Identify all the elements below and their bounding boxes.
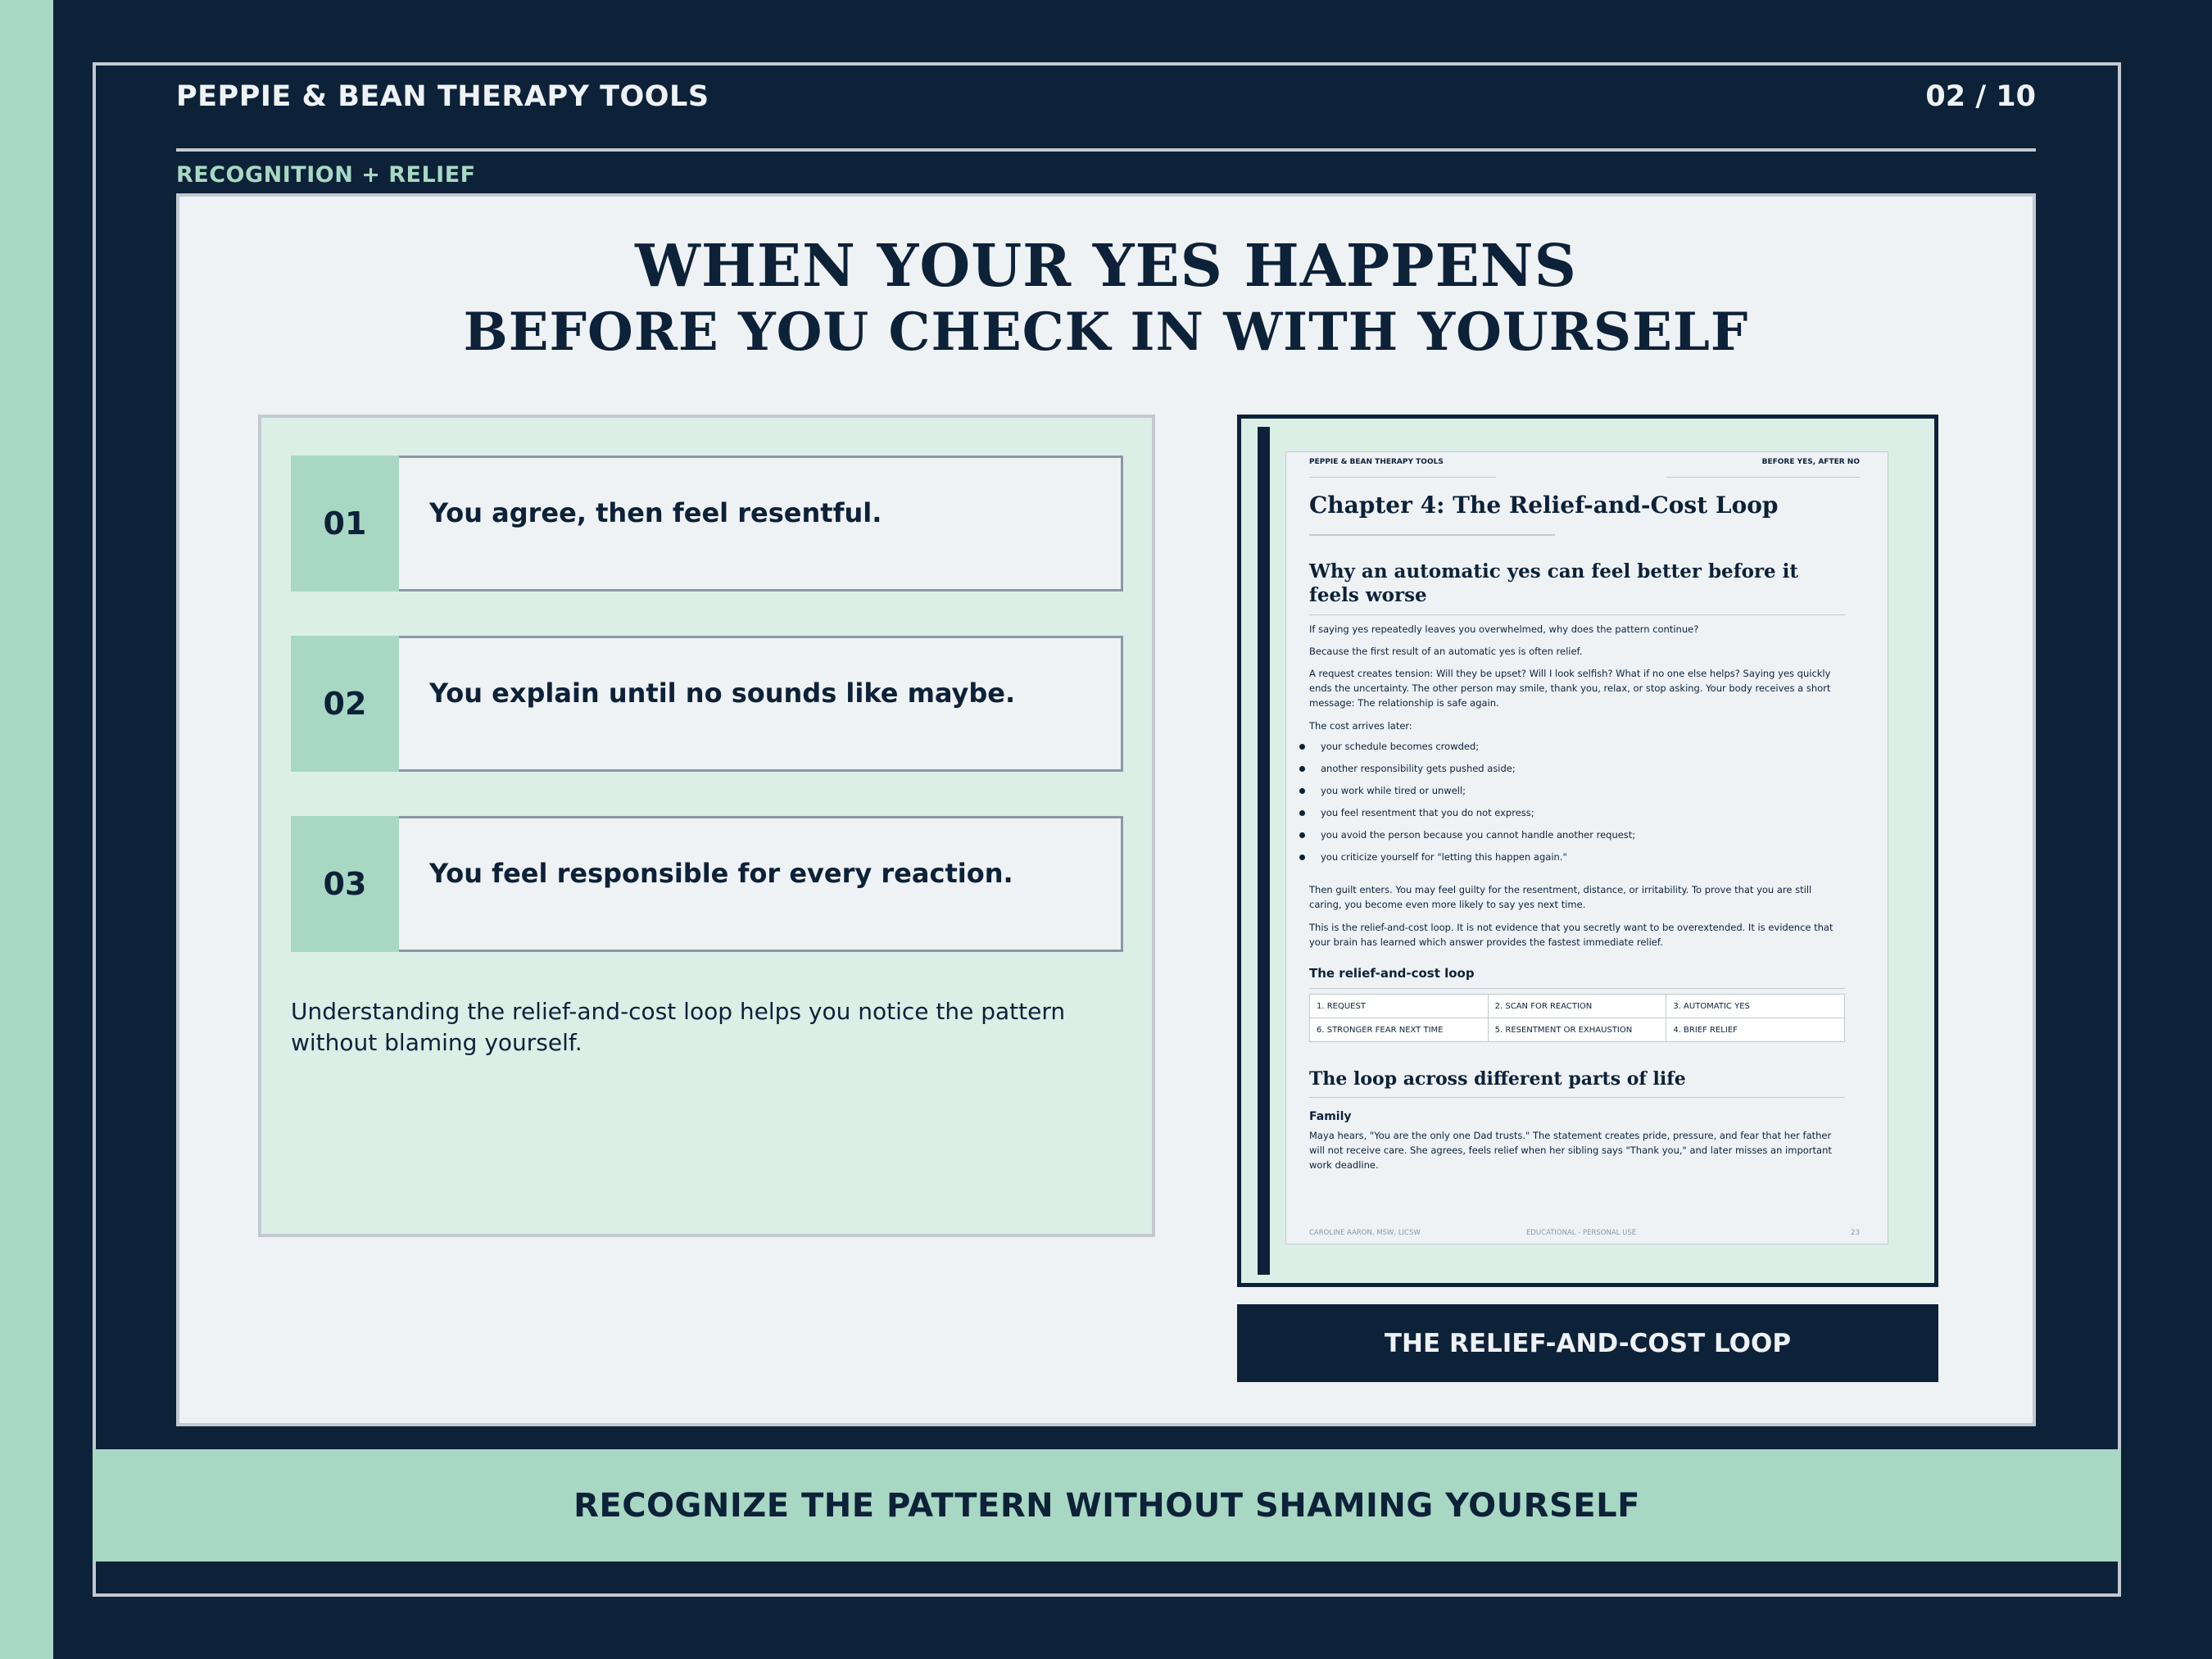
section-kicker: RECOGNITION + RELIEF — [176, 162, 476, 188]
loop-step: 4. BRIEF RELIEF — [1666, 1018, 1845, 1042]
runner-rule-left — [1309, 477, 1496, 478]
slide-title-line-1: WHEN YOUR YES HAPPENS — [635, 231, 1577, 300]
sign-number: 02 — [291, 636, 399, 772]
book-paragraph: This is the relief-and-cost loop. It is not evidence that you secretly want to be overextended. It is evidence that your brain has learned which answer provides the fastest immediate relief. — [1309, 922, 1834, 948]
book-footer-page: 23 — [1851, 1229, 1860, 1237]
book-bullet: you feel resentment that you do not express; — [1321, 807, 1534, 818]
section-rule — [1309, 1097, 1845, 1098]
sign-item — [291, 636, 1123, 772]
bullet-dot — [1299, 854, 1305, 860]
heading-rule — [1309, 614, 1845, 615]
book-paragraph: A request creates tension: Will they be upset? Will I look selfish? What if no one else helps? Saying yes quickly ends the uncertainty. The other person may smile, thank you, relax, or stop asking. Your body receives a short message: The relationship is safe again. — [1309, 668, 1831, 709]
book-footer-use: EDUCATIONAL - PERSONAL USE — [1526, 1229, 1637, 1237]
loop-steps-table — [1309, 994, 1845, 1042]
book-section-heading: The loop across different parts of life — [1309, 1068, 1686, 1090]
family-label: Family — [1309, 1110, 1352, 1123]
book-footer-author: CAROLINE AARON, MSW, LICSW — [1309, 1229, 1421, 1237]
table-row — [1310, 995, 1845, 1018]
bullet-dot — [1299, 744, 1305, 750]
loop-subheading: The relief-and-cost loop — [1309, 966, 1475, 981]
loop-step: 2. SCAN FOR REACTION — [1488, 995, 1666, 1018]
brand-title: PEPPIE & BEAN THERAPY TOOLS — [176, 80, 709, 113]
book-bullet: you avoid the person because you cannot handle another request; — [1321, 829, 1636, 841]
bullet-dot — [1299, 788, 1305, 794]
sign-item — [291, 456, 1123, 592]
book-heading: Why an automatic yes can feel better before it feels worse — [1309, 560, 1799, 606]
bullet-dot — [1299, 766, 1305, 772]
bullet-dot — [1299, 832, 1305, 838]
book-caption: THE RELIEF-AND-COST LOOP — [1237, 1304, 1938, 1382]
book-chapter-title: Chapter 4: The Relief-and-Cost Loop — [1309, 492, 1779, 519]
loop-step: 6. STRONGER FEAR NEXT TIME — [1310, 1018, 1489, 1042]
loop-step: 5. RESENTMENT OR EXHAUSTION — [1488, 1018, 1666, 1042]
book-bullet: another responsibility gets pushed aside; — [1321, 763, 1516, 774]
sign-box — [399, 816, 1123, 952]
book-paragraph: The cost arrives later: — [1309, 720, 1412, 732]
book-page — [1285, 451, 1888, 1244]
sign-number: 01 — [291, 456, 399, 592]
sign-text: You agree, then feel resentful. — [429, 497, 882, 528]
loop-step: 3. AUTOMATIC YES — [1666, 995, 1845, 1018]
book-paragraph: Because the first result of an automatic yes is often relief. — [1309, 646, 1583, 657]
book-runner-left: PEPPIE & BEAN THERAPY TOOLS — [1309, 458, 1444, 466]
book-preview — [1237, 415, 1938, 1287]
loop-rule — [1309, 988, 1845, 989]
sign-number: 03 — [291, 816, 399, 952]
sign-text: You explain until no sounds like maybe. — [429, 678, 1016, 709]
left-accent-strip — [0, 0, 53, 1659]
sign-item — [291, 816, 1123, 952]
runner-rule-right — [1666, 477, 1860, 478]
book-bullet: you work while tired or unwell; — [1321, 785, 1466, 796]
book-paragraph: If saying yes repeatedly leaves you overwhelmed, why does the pattern continue? — [1309, 623, 1699, 635]
book-bullet: your schedule becomes crowded; — [1321, 741, 1480, 752]
loop-step: 1. REQUEST — [1310, 995, 1489, 1018]
footer-banner: RECOGNIZE THE PATTERN WITHOUT SHAMING YOURSELF — [93, 1449, 2121, 1562]
sign-box — [399, 456, 1123, 592]
family-paragraph: Maya hears, "You are the only one Dad trusts." The statement creates pride, pressure, and fear that her father will not receive care. She agrees, feels relief when her sibling says "Thank you," and later misses an important work deadline. — [1309, 1130, 1832, 1171]
sign-text: You feel responsible for every reaction. — [429, 858, 1013, 889]
chapter-rule — [1309, 534, 1555, 536]
header-divider — [176, 148, 2036, 152]
book-bullet: you criticize yourself for "letting this happen again." — [1321, 851, 1567, 863]
page-counter: 02 / 10 — [1925, 80, 2036, 113]
loop-note: Understanding the relief-and-cost loop helps you notice the pattern without blaming yourself. — [291, 998, 1066, 1056]
slide-title-line-2: BEFORE YOU CHECK IN WITH YOURSELF — [463, 301, 1749, 363]
slide-content-panel — [176, 193, 2036, 1426]
book-spine — [1258, 427, 1270, 1275]
book-paragraph: Then guilt enters. You may feel guilty for the resentment, distance, or irritability. To prove that you are still caring, you become even more likely to say yes next time. — [1309, 884, 1812, 910]
book-runner-right: BEFORE YES, AFTER NO — [1761, 458, 1860, 466]
bullet-dot — [1299, 810, 1305, 816]
table-row — [1310, 1018, 1845, 1042]
signs-card — [258, 415, 1155, 1237]
sign-box — [399, 636, 1123, 772]
